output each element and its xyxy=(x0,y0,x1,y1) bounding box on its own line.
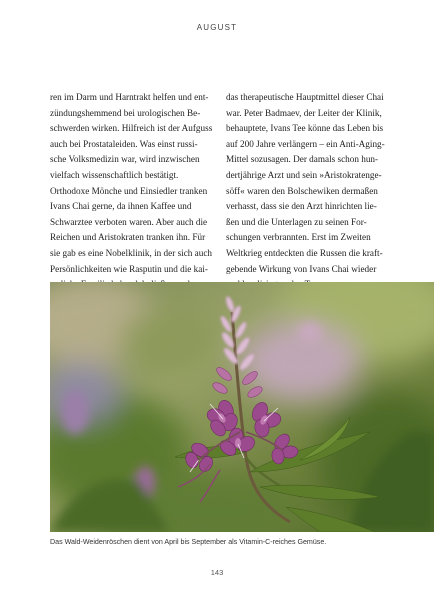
body-text-left-column xyxy=(50,90,226,293)
text-line: söff« waren den Bolschewiken dermaßen xyxy=(226,185,378,196)
photo-caption: Das Wald-Weidenröschen dient von April bis September als Vitamin-C-reiches Gemüse. xyxy=(50,538,327,546)
text-line: Reichen und Aristokraten tranken ihn. Für xyxy=(50,232,206,243)
text-line: schungen verbrannten. Erst im Zweiten xyxy=(226,232,371,243)
text-line: Ivans Chai gerne, da ihnen Kaffee und xyxy=(50,201,192,212)
fireweed-illustration xyxy=(50,282,434,532)
text-line: sie gab es eine Nobelklinik, in der sich auch xyxy=(50,247,213,258)
text-line: zündungshemmend bei urologischen Be- xyxy=(50,107,201,118)
running-header: AUGUST xyxy=(196,23,238,32)
text-line: ren im Darm und Harntrakt helfen und ent- xyxy=(50,92,209,102)
text-line: vielfach wissenschaftlich bestätigt. xyxy=(50,169,179,180)
text-line: das therapeutische Hauptmittel dieser Chai xyxy=(226,92,384,102)
text-line: verhasst, dass sie den Arzt hinrichten lie- xyxy=(226,201,377,212)
text-line: sche Volksmedizin war, wird inzwischen xyxy=(50,154,200,165)
text-line: behauptete, Ivans Tee könne das Leben bis xyxy=(226,123,384,134)
text-line: dertjährige Arzt und sein »Aristokratenge- xyxy=(226,169,382,180)
text-line: Mittel sozusagen. Der damals schon hun- xyxy=(226,154,379,165)
text-line: auch bei Prostataleiden. Was einst russi- xyxy=(50,138,198,149)
text-line: ßen und die Unterlagen zu seinen For- xyxy=(226,216,367,227)
text-line: gebende Wirkung von Ivans Chai wieder xyxy=(226,263,377,274)
text-line: Schwarztee verboten waren. Aber auch die xyxy=(50,216,208,227)
text-line: war. Peter Badmaev, der Leiter der Klinik, xyxy=(226,107,382,118)
text-line: auf 200 Jahre verlängern – ein Anti-Aging- xyxy=(226,138,385,149)
text-line: Persönlichkeiten wie Rasputin und die kai- xyxy=(50,263,208,274)
body-text-right-column xyxy=(226,90,402,293)
text-line: Orthodoxe Mönche und Einsiedler tranken xyxy=(50,185,208,196)
fireweed-photo xyxy=(50,282,434,532)
page-number: 143 xyxy=(210,568,224,577)
text-line: schwerden wirken. Hilfreich ist der Aufguss xyxy=(50,123,213,134)
text-line: Weltkrieg entdeckten die Russen die kraft- xyxy=(226,247,383,258)
